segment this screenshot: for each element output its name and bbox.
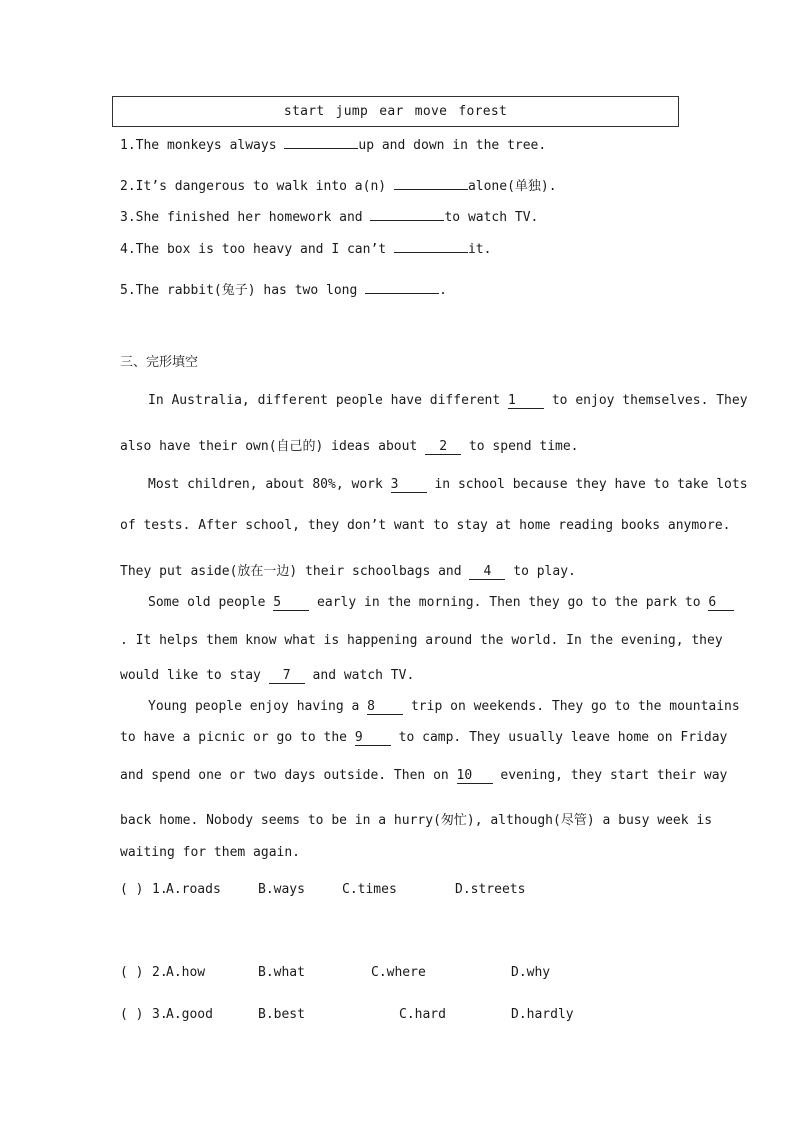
- passage-text: to have a picnic or go to the: [120, 730, 355, 745]
- passage-line: [120, 768, 728, 784]
- cloze-blank-1[interactable]: 1: [508, 394, 544, 409]
- word-bank-text: start jump ear move forest: [283, 104, 508, 119]
- passage-text: also have their own(自己的) ideas about: [120, 439, 426, 454]
- passage-line: of tests. After school, they don’t want to stay at home reading books anymore.: [120, 518, 731, 533]
- sentence-text: .: [439, 283, 447, 298]
- passage-text: to camp. They usually leave home on Friday: [390, 730, 728, 745]
- passage-line: [148, 477, 748, 493]
- passage-text: In Australia, different people have different: [148, 393, 509, 408]
- item-number: 5.: [120, 283, 136, 298]
- sentence-text: She finished her homework and: [135, 210, 371, 225]
- fill-item-3: [120, 210, 538, 225]
- cloze-blank-3[interactable]: 3: [391, 478, 427, 493]
- cloze-blank-2[interactable]: 2: [425, 440, 461, 455]
- item-number: 2.: [120, 179, 136, 194]
- passage-line: waiting for them again.: [120, 845, 301, 860]
- cloze-blank-6[interactable]: 6: [708, 596, 734, 611]
- passage-line: [120, 730, 728, 746]
- question-number: 3.: [152, 1007, 168, 1022]
- item-number: 3.: [120, 210, 136, 225]
- option-c[interactable]: C.where: [371, 965, 426, 980]
- passage-text: and spend one or two days outside. Then on: [120, 768, 457, 783]
- option-b[interactable]: B.what: [258, 965, 305, 980]
- option-c[interactable]: C.hard: [399, 1007, 446, 1022]
- passage-text: early in the morning. Then they go to the park to: [309, 595, 709, 610]
- sentence-text: to watch TV.: [444, 210, 539, 225]
- passage-text: Most children, about 80%, work: [148, 477, 391, 492]
- cloze-blank-10[interactable]: 10: [457, 769, 493, 784]
- item-number: 1.: [120, 138, 136, 153]
- passage-line: [120, 435, 579, 455]
- question-number: 2.: [152, 965, 168, 980]
- answer-paren[interactable]: ( ): [120, 965, 144, 980]
- item-number: 4.: [120, 242, 136, 257]
- passage-line: [120, 668, 414, 684]
- answer-blank[interactable]: [394, 189, 468, 190]
- sentence-text: alone(单独).: [467, 179, 557, 194]
- answer-paren[interactable]: ( ): [120, 882, 144, 897]
- passage-line: [120, 560, 576, 580]
- option-c[interactable]: C.times: [342, 882, 397, 897]
- fill-item-2: [120, 175, 557, 194]
- fill-item-5: [120, 279, 447, 298]
- option-d[interactable]: D.why: [511, 965, 551, 980]
- sentence-text: It’s dangerous to walk into a(n): [135, 179, 394, 194]
- option-a[interactable]: A.good: [166, 1007, 213, 1022]
- passage-line: . It helps them know what is happening around the world. In the evening, they: [120, 633, 723, 648]
- passage-text: They put aside(放在一边) their schoolbags and: [120, 564, 470, 579]
- answer-blank[interactable]: [365, 293, 439, 294]
- word-bank-box: [112, 96, 679, 127]
- option-d[interactable]: D.streets: [455, 882, 526, 897]
- section-title: 三、完形填空: [120, 355, 199, 370]
- passage-text: would like to stay: [120, 668, 269, 683]
- option-d[interactable]: D.hardly: [511, 1007, 574, 1022]
- cloze-blank-8[interactable]: 8: [367, 700, 403, 715]
- passage-line: [148, 595, 717, 611]
- passage-text: and watch TV.: [304, 668, 415, 683]
- cloze-blank-5[interactable]: 5: [273, 596, 309, 611]
- passage-line: [148, 699, 740, 715]
- option-b[interactable]: B.best: [258, 1007, 305, 1022]
- passage-text: Some old people: [148, 595, 274, 610]
- answer-blank[interactable]: [284, 148, 358, 149]
- passage-text: in school because they have to take lots: [426, 477, 748, 492]
- passage-text: Young people enjoy having a: [148, 699, 368, 714]
- question-number: 1.: [152, 882, 168, 897]
- passage-text: to play.: [505, 564, 576, 579]
- sentence-text: up and down in the tree.: [358, 138, 547, 153]
- passage-text: evening, they start their way: [492, 768, 728, 783]
- answer-paren[interactable]: ( ): [120, 1007, 144, 1022]
- passage-text: to enjoy themselves. They: [544, 393, 748, 408]
- passage-text: trip on weekends. They go to the mountains: [403, 699, 740, 714]
- cloze-blank-9[interactable]: 9: [355, 731, 391, 746]
- passage-line: back home. Nobody seems to be in a hurry(匆忙), although(尽管) a busy week is: [120, 813, 713, 828]
- passage-text: to spend time.: [461, 439, 579, 454]
- option-a[interactable]: A.roads: [166, 882, 221, 897]
- sentence-text: The monkeys always: [135, 138, 285, 153]
- sentence-text: The box is too heavy and I can’t: [135, 242, 394, 257]
- fill-item-1: [120, 138, 546, 153]
- answer-blank[interactable]: [370, 220, 444, 221]
- option-a[interactable]: A.how: [166, 965, 206, 980]
- answer-blank[interactable]: [394, 252, 468, 253]
- fill-item-4: [120, 242, 491, 257]
- passage-line: [148, 393, 748, 409]
- sentence-text: it.: [467, 242, 492, 257]
- cloze-blank-4[interactable]: 4: [469, 565, 505, 580]
- cloze-blank-7[interactable]: 7: [269, 669, 305, 684]
- sentence-text: The rabbit(兔子) has two long: [135, 283, 366, 298]
- option-b[interactable]: B.ways: [258, 882, 305, 897]
